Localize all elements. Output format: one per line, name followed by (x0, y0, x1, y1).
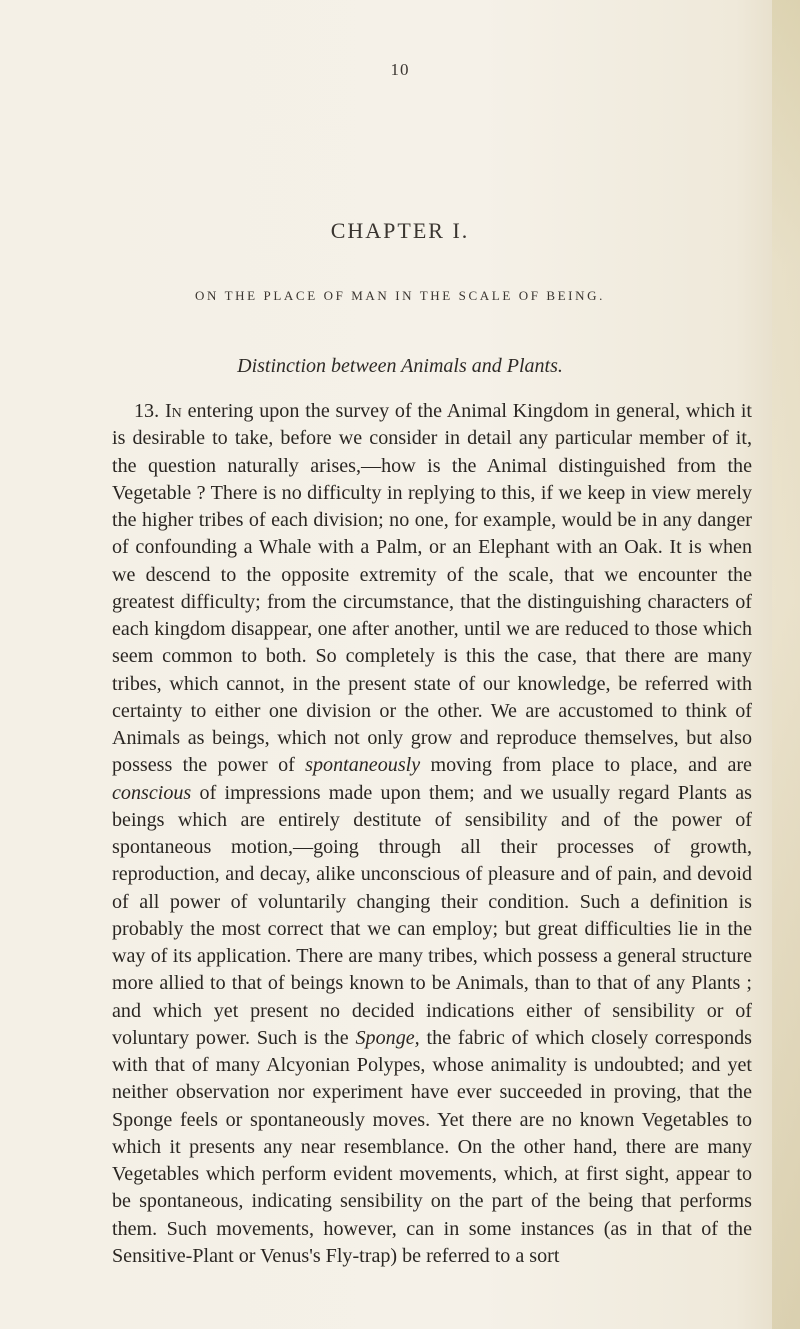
emphasis-spontaneously: spontaneously (305, 754, 421, 777)
chapter-subtitle: ON THE PLACE OF MAN IN THE SCALE OF BEING. (195, 288, 605, 303)
body-paragraph (112, 398, 752, 1270)
page-edge-stain (772, 0, 800, 1329)
paragraph-text-3: of impressions made upon them; and we usually regard Plants as beings which are entirely destitute of sensibility and of the power of spontaneous motion,—going through all their processes of growth, reproduction, and decay, alike unconscious of pleasure and of pain, and devoid of all power of voluntarily changing their condition. Such a definition is probably the most correct that we can employ; but great difficulties lie in the way of its application. There are many tribes, which possess a general structure more allied to that of beings known to be Animals, than to that of any Plants ; and which yet present no decided indications either of sensibility or of voluntary power. Such is the (112, 781, 752, 1049)
emphasis-sponge: Sponge, (355, 1026, 420, 1049)
emphasis-conscious: conscious (112, 781, 192, 804)
page-number: 10 (390, 60, 410, 79)
paragraph-number: 13. (134, 400, 160, 422)
paragraph-text-1: entering upon the survey of the Animal Kingdom in general, which it is desirable to take, before we consider in detail any particular member of it, the question naturally arises,—how is the Animal distinguished from the Vegetable ? There is no difficulty in replying to this, if we keep in view merely the higher tribes of each division; no one, for example, would be in any danger of confounding a Whale with a Palm, or an Elephant with an Oak. It is when we descend to the opposite extremity of the scale, that we encounter the greatest difficulty; from the circumstance, that the distinguishing characters of each kingdom disappear, one after another, until we are reduced to those which seem common to both. So completely is this the case, that there are many tribes, which cannot, in the present state of our knowledge, be referred with certainty to either one division or the other. We are accustomed to think of Animals as beings, which not only grow and reproduce themselves, but also possess the power of (112, 400, 752, 777)
paragraph-text-4: the fabric of which closely corresponds with that of many Alcyonian Polypes, whose animality is undoubted; and yet neither observation nor experiment have ever succeeded in proving, that the Sponge feels or spontaneously moves. Yet there are no known Vegetables to which it presents any near resemblance. On the other hand, there are many Vegetables which perform evident movements, which, at first sight, appear to be spontaneous, indicating sensibility on the part of the being that performs them. Such movements, however, can in some instances (as in that of the Sensitive-Plant or Venus's Fly-trap) be referred to a sort (112, 1026, 752, 1267)
paragraph-first-word: In (164, 400, 182, 422)
chapter-title: CHAPTER I. (330, 218, 470, 243)
paragraph-text-2: moving from place to place, and are (430, 754, 752, 777)
section-heading: Distinction between Animals and Plants. (237, 355, 563, 377)
